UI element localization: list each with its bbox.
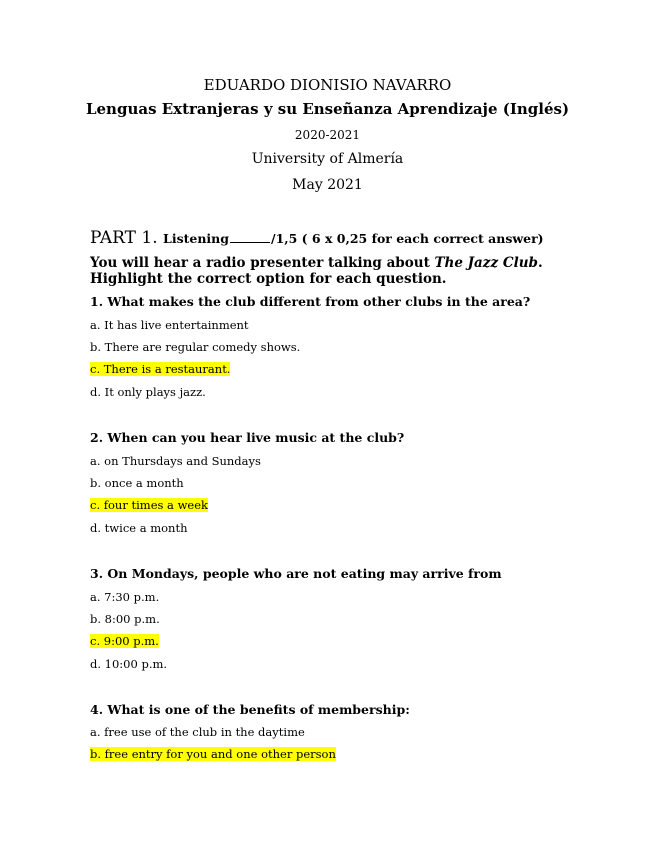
- instructions-title: The Jazz Club: [434, 255, 538, 271]
- option[interactable]: a. on Thursdays and Sundays: [90, 454, 261, 468]
- author-name: EDUARDO DIONISIO NAVARRO: [203, 76, 452, 94]
- instructions: [90, 255, 570, 287]
- option[interactable]: c. four times a week: [90, 498, 208, 512]
- academic-year: 2020-2021: [294, 128, 361, 142]
- option[interactable]: d. 10:00 p.m.: [90, 657, 168, 671]
- instructions-before: You will hear a radio presenter talking about: [90, 255, 435, 271]
- score-text: /1,5 ( 6 x 0,25 for each correct answer): [271, 231, 544, 246]
- part-heading: [90, 228, 544, 248]
- question-4: 4. What is one of the benefits of membership:: [90, 702, 410, 717]
- part-label: PART 1.: [90, 228, 158, 248]
- university-name: University of Almería: [251, 151, 404, 167]
- option[interactable]: a. free use of the club in the daytime: [90, 725, 305, 739]
- option[interactable]: c. 9:00 p.m.: [90, 634, 159, 648]
- option[interactable]: a. 7:30 p.m.: [90, 590, 160, 604]
- exam-date: May 2021: [292, 177, 363, 193]
- question-1: 1. What makes the club different from other clubs in the area?: [90, 294, 531, 309]
- section-label: Listening: [163, 231, 229, 246]
- option[interactable]: d. twice a month: [90, 521, 188, 535]
- program-title: Lenguas Extranjeras y su Enseñanza Aprendizaje (Inglés): [85, 100, 570, 118]
- question-3: 3. On Mondays, people who are not eating may arrive from: [90, 566, 502, 581]
- option[interactable]: b. 8:00 p.m.: [90, 612, 160, 626]
- option[interactable]: b. free entry for you and one other person: [90, 747, 336, 761]
- question-2: 2. When can you hear live music at the club?: [90, 430, 405, 445]
- score-blank: [230, 241, 270, 243]
- option[interactable]: c. There is a restaurant.: [90, 362, 231, 376]
- instructions-after: . Highlight the correct option for each question.: [90, 255, 543, 287]
- option[interactable]: b. There are regular comedy shows.: [90, 340, 301, 354]
- option[interactable]: a. It has live entertainment: [90, 318, 249, 332]
- option[interactable]: b. once a month: [90, 476, 184, 490]
- option[interactable]: d. It only plays jazz.: [90, 385, 206, 399]
